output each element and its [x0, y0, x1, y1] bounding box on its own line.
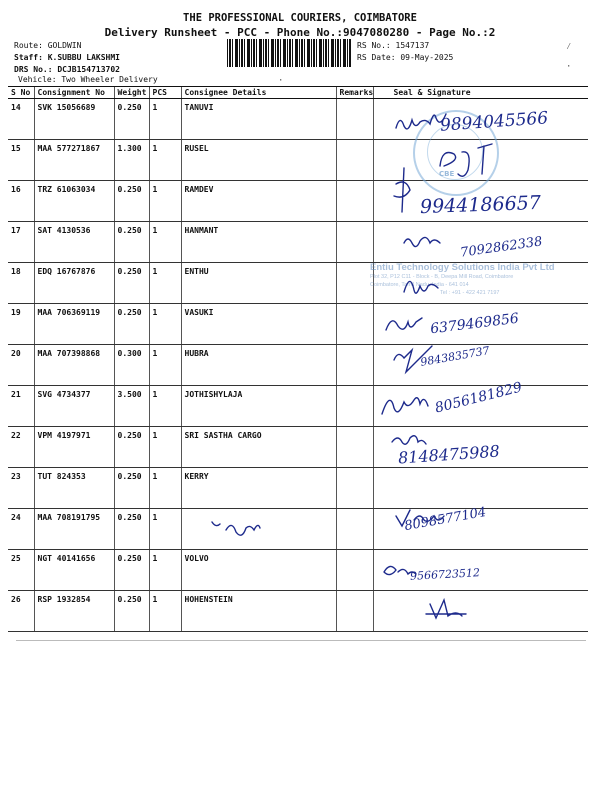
- drs-number: DRS No.: DCJB154713702: [14, 65, 120, 74]
- col-header-weight: Weight: [114, 87, 149, 99]
- table-row: [8, 468, 588, 509]
- delivery-table: [8, 86, 588, 632]
- handwritten-phone-row22: 8148475988: [397, 441, 501, 468]
- cell-weight: 0.250: [114, 468, 149, 509]
- barcode-image: [227, 39, 351, 67]
- cell-remarks: [336, 263, 373, 304]
- cell-consignee: KERRY: [181, 468, 336, 509]
- cell-consignment: MAA 707398868: [34, 345, 114, 386]
- cell-sno: 23: [8, 468, 34, 509]
- col-header-remarks: Remarks: [336, 87, 373, 99]
- seal-stamp-text: CBE: [439, 170, 455, 178]
- cell-consignment: RSP 1932854: [34, 591, 114, 632]
- route-text: Route: GOLDWIN: [14, 41, 82, 50]
- table-row: [8, 550, 588, 591]
- cell-consignment: TUT 824353: [34, 468, 114, 509]
- cell-weight: 0.300: [114, 345, 149, 386]
- cell-sno: 20: [8, 345, 34, 386]
- cell-pcs: 1: [149, 140, 181, 181]
- cell-weight: 0.250: [114, 181, 149, 222]
- cell-pcs: 1: [149, 550, 181, 591]
- cell-pcs: 1: [149, 222, 181, 263]
- cell-consignment: SAT 4130536: [34, 222, 114, 263]
- cell-remarks: [336, 99, 373, 140]
- handwritten-phone-row25: 9566723512: [409, 566, 481, 583]
- cell-sno: 26: [8, 591, 34, 632]
- cell-weight: 0.250: [114, 427, 149, 468]
- handwritten-phone-row14: 9894045566: [439, 108, 549, 136]
- cell-weight: 0.250: [114, 222, 149, 263]
- col-header-sno: S No: [8, 87, 34, 99]
- cell-sno: 18: [8, 263, 34, 304]
- pen-mark: ·: [566, 62, 572, 72]
- handwritten-phone-row24: 8098577104: [403, 504, 488, 535]
- company-stamp-city: Coimbatore, Tamil Nadu, India - 641 014: [370, 282, 469, 288]
- cell-weight: 0.250: [114, 99, 149, 140]
- runsheet-subtitle: Delivery Runsheet - PCC - Phone No.:9047080280 - Page No.:2: [104, 26, 496, 39]
- rs-number: RS No.: 1547137: [357, 41, 430, 50]
- table-row: [8, 140, 588, 181]
- table-row: [8, 345, 588, 386]
- handwritten-phone-row19: 6379469856: [429, 310, 520, 338]
- cell-consignment: MAA 706369119: [34, 304, 114, 345]
- cell-signature: [373, 591, 588, 632]
- cell-remarks: [336, 509, 373, 550]
- cell-weight: 0.250: [114, 591, 149, 632]
- cell-consignee: SRI SASTHA CARGO: [181, 427, 336, 468]
- cell-signature: [373, 550, 588, 591]
- col-header-consignment: Consignment No: [34, 87, 114, 99]
- cell-sno: 21: [8, 386, 34, 427]
- cell-consignment: MAA 577271867: [34, 140, 114, 181]
- table-row: [8, 591, 588, 632]
- table-row: [8, 509, 588, 550]
- cell-remarks: [336, 222, 373, 263]
- cell-weight: 0.250: [114, 509, 149, 550]
- table-row: [8, 427, 588, 468]
- cell-remarks: [336, 550, 373, 591]
- cell-weight: 3.500: [114, 386, 149, 427]
- staff-text: Staff: K.SUBBU LAKSHMI: [14, 53, 120, 62]
- company-stamp: [370, 262, 585, 297]
- cell-sno: 25: [8, 550, 34, 591]
- cell-consignee: TANUVI: [181, 99, 336, 140]
- company-title: THE PROFESSIONAL COURIERS, COIMBATORE: [183, 12, 417, 24]
- cell-weight: 1.300: [114, 140, 149, 181]
- cell-pcs: 1: [149, 509, 181, 550]
- vehicle-text: Vehicle: Two Wheeler Delivery: [18, 75, 158, 84]
- bottom-rule: [16, 640, 586, 641]
- pen-mark: ⁄: [566, 42, 572, 52]
- handwritten-phone-row20: 9843835737: [419, 344, 491, 369]
- cell-remarks: [336, 591, 373, 632]
- cell-remarks: [336, 304, 373, 345]
- cell-remarks: [336, 140, 373, 181]
- cell-consignee: VOLVO: [181, 550, 336, 591]
- cell-consignee: HANMANT: [181, 222, 336, 263]
- company-stamp-name: Entiu Technology Solutions India Pvt Ltd: [370, 262, 555, 273]
- handwritten-phone-row17: 7092862338: [459, 234, 544, 261]
- cell-remarks: [336, 468, 373, 509]
- cell-pcs: 1: [149, 99, 181, 140]
- handwritten-phone-row16: 9944186657: [419, 191, 542, 219]
- pen-mark: ·: [278, 76, 284, 86]
- cell-sno: 22: [8, 427, 34, 468]
- cell-sno: 24: [8, 509, 34, 550]
- cell-consignee: HOHENSTEIN: [181, 591, 336, 632]
- col-header-consignee: Consignee Details: [181, 87, 336, 99]
- company-stamp-phone: Tel : +91 - 422 421 7197: [440, 290, 500, 296]
- cell-pcs: 1: [149, 263, 181, 304]
- rs-date: RS Date: 09-May-2025: [357, 53, 454, 62]
- cell-weight: 0.250: [114, 304, 149, 345]
- cell-weight: 0.250: [114, 263, 149, 304]
- cell-consignee: RAMDEV: [181, 181, 336, 222]
- cell-consignee: VASUKI: [181, 304, 336, 345]
- cell-sno: 16: [8, 181, 34, 222]
- cell-consignee: ENTHU: [181, 263, 336, 304]
- cell-remarks: [336, 386, 373, 427]
- cell-pcs: 1: [149, 304, 181, 345]
- cell-remarks: [336, 345, 373, 386]
- cell-consignment: SVG 4734377: [34, 386, 114, 427]
- cell-remarks: [336, 427, 373, 468]
- handwritten-phone-row21: 8056181829: [433, 379, 524, 417]
- cell-pcs: 1: [149, 427, 181, 468]
- cell-pcs: 1: [149, 386, 181, 427]
- col-header-pcs: PCS: [149, 87, 181, 99]
- table-header-row: [8, 87, 588, 99]
- cell-consignment: TRZ 61063034: [34, 181, 114, 222]
- cell-consignee: JOTHISHYLAJA: [181, 386, 336, 427]
- cell-pcs: 1: [149, 181, 181, 222]
- cell-consignment: EDQ 16767876: [34, 263, 114, 304]
- cell-sno: 19: [8, 304, 34, 345]
- cell-sno: 14: [8, 99, 34, 140]
- cell-consignment: MAA 708191795: [34, 509, 114, 550]
- cell-consignee: HUBRA: [181, 345, 336, 386]
- company-stamp-address: Plot 32, P12 C11 - Block - B, Deepa Mill Road, Coimbatore: [370, 274, 514, 280]
- cell-consignee: [181, 509, 336, 550]
- cell-pcs: 1: [149, 468, 181, 509]
- cell-pcs: 1: [149, 345, 181, 386]
- cell-sno: 15: [8, 140, 34, 181]
- cell-consignment: NGT 40141656: [34, 550, 114, 591]
- cell-consignment: VPM 4197971: [34, 427, 114, 468]
- cell-remarks: [336, 181, 373, 222]
- cell-consignment: SVK 15056689: [34, 99, 114, 140]
- cell-pcs: 1: [149, 591, 181, 632]
- cell-sno: 17: [8, 222, 34, 263]
- cell-weight: 0.250: [114, 550, 149, 591]
- col-header-signature: Seal & Signature: [373, 87, 588, 99]
- cell-consignee: RUSEL: [181, 140, 336, 181]
- cell-signature: [373, 468, 588, 509]
